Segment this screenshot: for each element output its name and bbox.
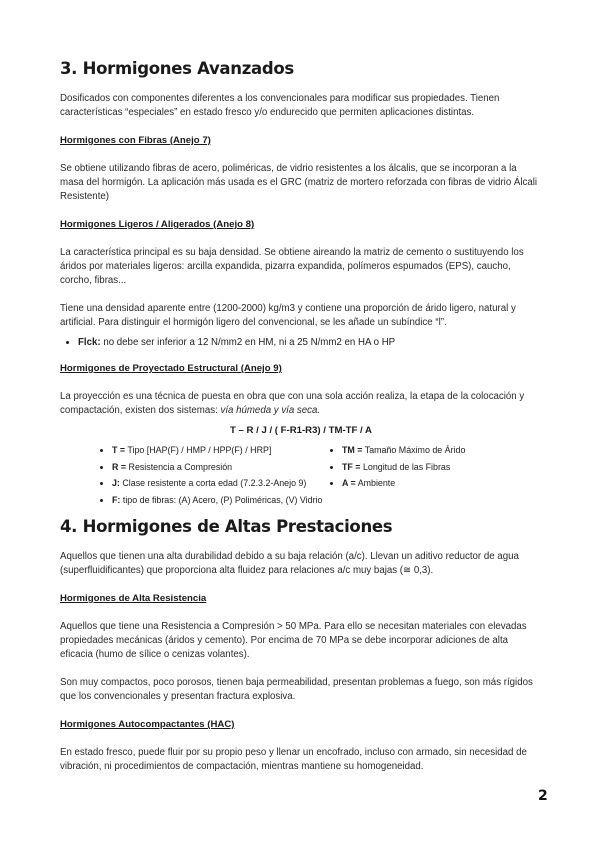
flck-bullet	[78, 336, 542, 350]
def-text: Clase resistente a corta edad (7.2.3.2-Anejo 9)	[119, 478, 307, 488]
def-text: Longitud de las Fibras	[360, 461, 451, 472]
def-text: Resistencia a Compresión	[126, 461, 233, 472]
def-key: R =	[112, 461, 127, 472]
page-content	[60, 58, 542, 788]
alta-resistencia-text-2: Son muy compactos, poco porosos, tienen baja permeabilidad, presentan problemas a fuego, son más rígidos que los convencionales y presentan fractura explosiva.	[60, 677, 533, 702]
section-4-title: 4. Hormigones de Altas Prestaciones	[60, 517, 393, 536]
def-item	[112, 442, 332, 459]
fibras-heading: Hormigones con Fibras (Anejo 7)	[60, 135, 211, 146]
def-key: TM =	[342, 445, 363, 455]
alta-resistencia-heading: Hormigones de Alta Resistencia	[60, 593, 207, 604]
flck-label: Flck:	[78, 337, 101, 348]
def-key: J:	[112, 478, 120, 488]
def-item	[112, 475, 332, 492]
ligeros-text-2: Tiene una densidad aparente entre (1200-2000) kg/m3 y contiene una proporción de árido ligero, natural y artificial. Para distinguir el hormigón ligero del convencional, se les añade un subíndice “l”.	[60, 303, 516, 328]
proyectado-text-italic: vía húmeda y vía seca.	[220, 405, 321, 416]
proyectado-text	[60, 390, 542, 418]
ligeros-text-1: La característica principal es su baja densidad. Se obtiene aireando la matriz de cemento o sustituyendo los áridos por materiales ligeros: arcilla expandida, pizarra expandida, polímeros espumados (EPS), caucho, corcho, fibras...	[60, 247, 524, 286]
proyectado-heading: Hormigones de Proyectado Estructural (Anejo 9)	[60, 363, 282, 374]
def-key: A =	[342, 478, 356, 488]
definitions-right	[342, 442, 465, 508]
ligeros-heading: Hormigones Ligeros / Aligerados (Anejo 8)	[60, 219, 255, 230]
def-text: tipo de fibras: (A) Acero, (P) Poliméricas, (V) Vidrio	[120, 494, 323, 505]
flck-text: no debe ser inferior a 12 N/mm2 en HM, ni a 25 N/mm2 en HA o HP	[100, 337, 396, 348]
hac-text: En estado fresco, puede fluir por su propio peso y llenar un encofrado, incluso con armado, sin necesidad de vibración, ni procedimientos de compactación, mientras mantiene su homogeneidad.	[60, 747, 527, 772]
alta-resistencia-text-1: Aquellos que tiene una Resistencia a Compresión > 50 MPa. Para ello se necesitan materiales con elevadas propiedades mecánicas (áridos y cemento). Por encima de 70 MPa se debe incorporar adiciones de alta eficacia (humo de sílice o cenizas volantes).	[60, 621, 527, 660]
def-key: TF =	[342, 461, 361, 472]
page-number: 2	[538, 788, 548, 804]
def-key: T =	[112, 445, 126, 455]
section-3-title: 3. Hormigones Avanzados	[60, 59, 294, 78]
formula-definitions	[60, 442, 542, 508]
def-item	[112, 492, 332, 509]
def-text: Ambiente	[355, 478, 396, 488]
def-item	[342, 475, 465, 492]
hac-heading: Hormigones Autocompactantes (HAC)	[60, 719, 235, 730]
def-item	[342, 459, 465, 476]
def-key: F:	[112, 494, 121, 505]
def-text: Tamaño Máximo de Árido	[362, 445, 466, 455]
designation-formula: T – R / J / ( F-R1-R3) / TM-TF / A	[230, 425, 372, 436]
def-item	[342, 442, 465, 459]
fibras-text: Se obtiene utilizando fibras de acero, poliméricas, de vidrio resistentes a los álcalis, que se incorporan a la masa del hormigón. La aplicación más usada es el GRC (matriz de mortero reforzada con fibras de vidrio Álcali Resistente)	[60, 163, 538, 202]
section-3-intro: Dosificados con componentes diferentes a los convencionales para modificar sus propiedades. Tienen características “especiales” en estado fresco y/o endurecido que permiten aplicaciones distintas.	[60, 93, 500, 118]
def-text: Tipo [HAP(F) / HMP / HPP(F) / HRP]	[125, 445, 272, 455]
ligeros-bullets	[60, 336, 542, 350]
section-4-intro: Aquellos que tienen una alta durabilidad debido a su baja relación (a/c). Llevan un aditivo reductor de agua (superfluidificantes) que proporciona alta fluidez para relaciones a/c muy bajas (≅ 0,3).	[60, 551, 519, 576]
def-item	[112, 459, 332, 476]
definitions-left	[112, 442, 332, 508]
proyectado-text-main: La proyección es una técnica de puesta en obra que con una sola acción realiza, la etapa de la colocación y compactación, existen dos sistemas:	[60, 391, 525, 416]
